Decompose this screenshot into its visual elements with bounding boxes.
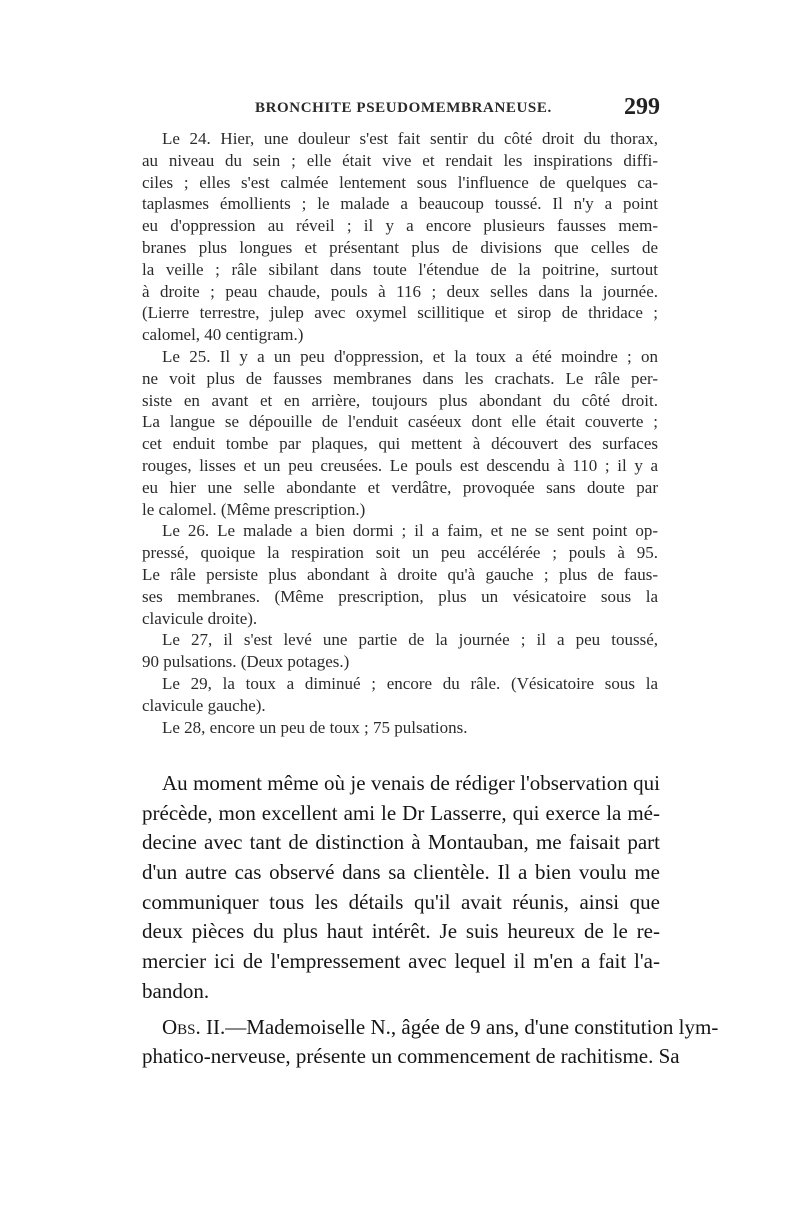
text-line: taplasmes émollients ; le malade a beaucoup toussé. Il n'y a point	[142, 194, 658, 214]
text-line: eu hier une selle abondante et verdâtre, provoquée sans doute par	[142, 477, 658, 497]
text-line: Le râle persiste plus abondant à droite qu'à gauche ; plus de faus-	[142, 564, 658, 584]
text-line: précède, mon excellent ami le Dr Lasserre, qui exerce la mé-	[142, 800, 660, 825]
text-line	[142, 1013, 719, 1043]
text-line: siste en avant et en arrière, toujours plus abondant du côté droit.	[142, 390, 658, 410]
text-line: La langue se dépouille de l'enduit caséeux dont elle était couverte ;	[142, 412, 658, 432]
text-line: ciles ; elles s'est calmée lentement sous l'influence de quelques ca-	[142, 172, 658, 192]
text-line: Le 24. Hier, une douleur s'est fait sentir du côté droit du thorax,	[162, 129, 658, 148]
observation-text: —Mademoiselle N., âgée de 9 ans, d'une constitution lym-	[225, 1014, 719, 1039]
text-line: communiquer tous les détails qu'il avait réunis, ainsi que	[142, 889, 660, 914]
text-line: deux pièces du plus haut intérêt. Je suis heureux de le re-	[142, 919, 660, 944]
text-line: branes plus longues et présentant plus de divisions que celles de	[142, 237, 658, 257]
running-head	[140, 94, 660, 124]
observation-2-paragraph	[142, 1013, 719, 1072]
text-line: ne voit plus de fausses membranes dans les crachats. Le râle per-	[142, 368, 658, 388]
note-day-28	[142, 717, 658, 739]
text-line: rouges, lisses et un peu creusées. Le pouls est descendu à 110 ; il y a	[142, 455, 658, 475]
text-line: Au moment même où je venais de rédiger l'observation qui	[162, 771, 660, 795]
text-line: Le 29, la toux a diminué ; encore du râle. (Vésicatoire sous la	[162, 673, 658, 693]
text-line: Le 27, il s'est levé une partie de la journée ; il a peu toussé,	[162, 630, 658, 650]
text-line: d'un autre cas observé dans sa clientèle. Il a bien voulu me	[142, 860, 660, 885]
intro-paragraph	[142, 769, 660, 1007]
text-line: phatico-nerveuse, présente un commencement de rachitisme. Sa	[142, 1044, 680, 1069]
text-line: Le 25. Il y a un peu d'oppression, et la toux a été moindre ; on	[162, 346, 658, 366]
note-day-27	[142, 629, 658, 673]
text-line: au niveau du sein ; elle était vive et rendait les inspirations diffi-	[142, 150, 658, 170]
note-day-29	[142, 673, 658, 717]
text-line: clavicule gauche).	[142, 695, 266, 715]
text-line: (Lierre terrestre, julep avec oxymel scillitique et sirop de thridace ;	[142, 303, 658, 323]
main-text	[142, 769, 719, 1072]
text-line: le calomel. (Même prescription.)	[142, 499, 366, 519]
observation-label: Obs. II.	[162, 1014, 226, 1039]
note-day-26	[142, 520, 658, 629]
text-line: clavicule droite).	[142, 608, 258, 628]
text-line: bandon.	[142, 978, 210, 1003]
text-line: decine avec tant de distinction à Montauban, me faisait part	[142, 830, 660, 855]
text-line: Le 26. Le malade a bien dormi ; il a faim, et ne se sent point op-	[162, 521, 658, 541]
text-line: 90 pulsations. (Deux potages.)	[142, 652, 350, 672]
text-line: Le 28, encore un peu de toux ; 75 pulsations.	[162, 717, 468, 737]
observation-daily-notes	[142, 128, 658, 738]
text-line: ses membranes. (Même prescription, plus un vésicatoire sous la	[142, 586, 658, 606]
text-line: mercier ici de l'empressement avec lequel il m'en a fait l'a-	[142, 949, 660, 974]
text-line: calomel, 40 centigram.)	[142, 325, 304, 345]
text-line: eu d'oppression au réveil ; il y a encore plusieurs fausses mem-	[142, 216, 658, 236]
text-line: à droite ; peau chaude, pouls à 116 ; deux selles dans la journée.	[142, 281, 658, 301]
text-line: pressé, quoique la respiration soit un peu accélérée ; pouls à 95.	[142, 543, 658, 563]
page-number: 299	[624, 94, 660, 120]
text-line: la veille ; râle sibilant dans toute l'étendue de la poitrine, surtout	[142, 259, 658, 279]
running-title: BRONCHITE PSEUDOMEMBRANEUSE.	[255, 100, 552, 116]
note-day-24	[142, 128, 658, 346]
text-line: cet enduit tombe par plaques, qui mettent à découvert des surfaces	[142, 434, 658, 454]
note-day-25	[142, 346, 658, 520]
